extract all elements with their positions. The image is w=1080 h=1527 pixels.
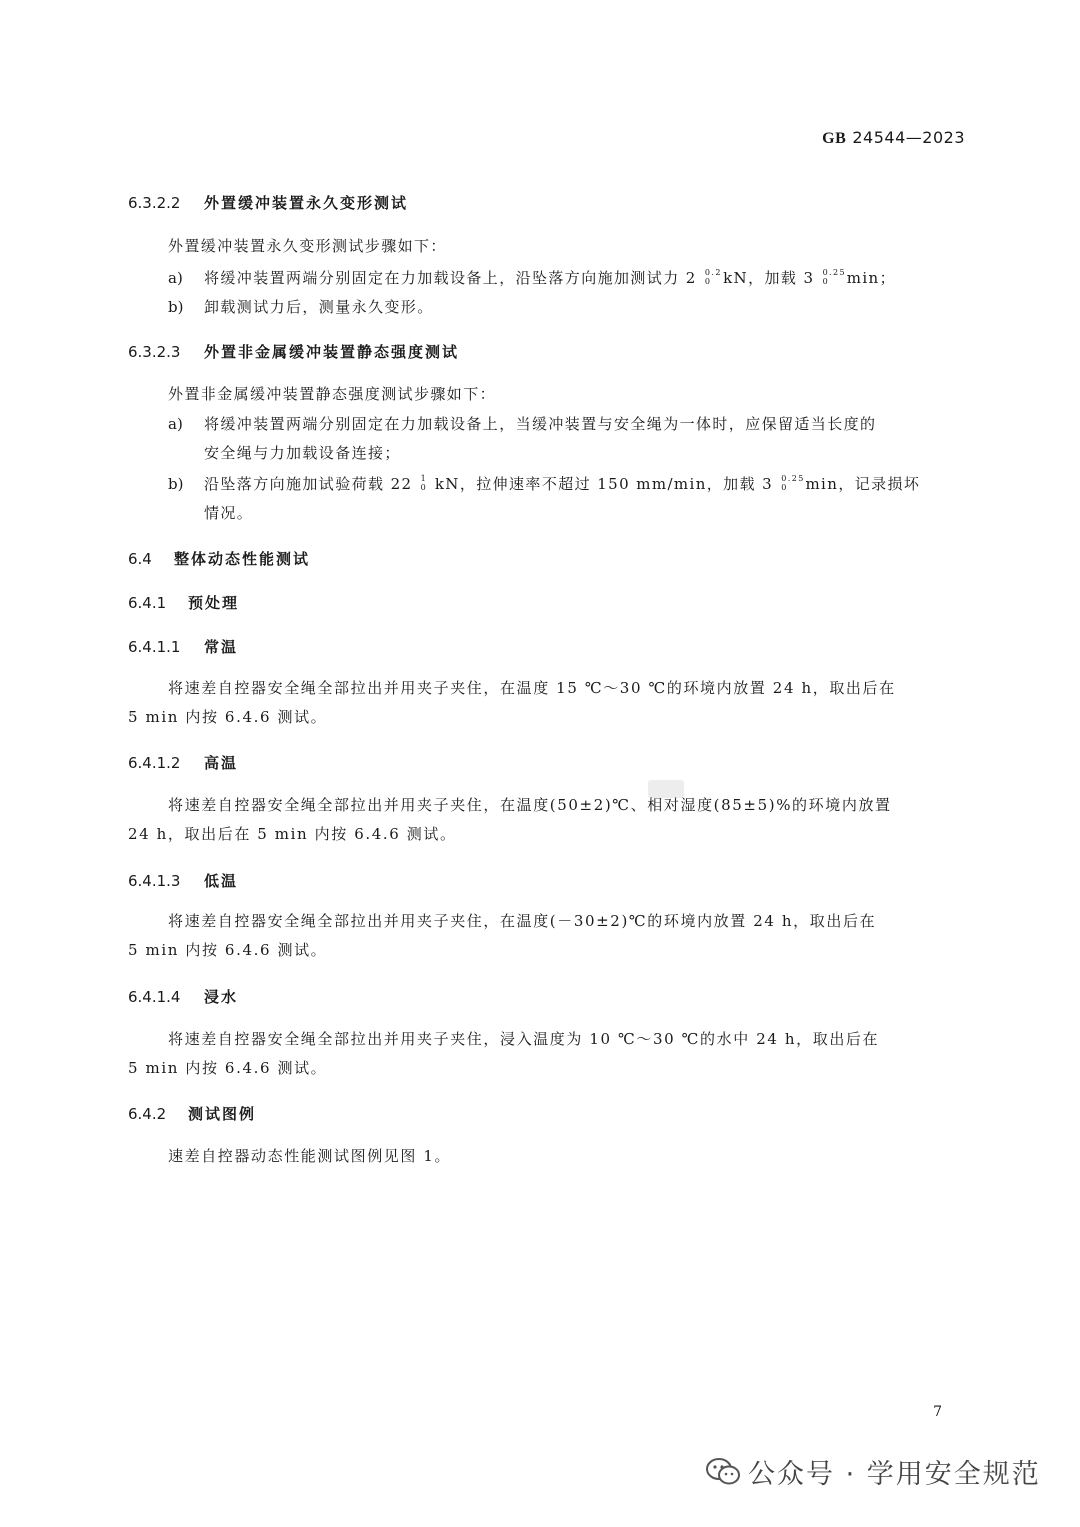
list-text: 情况。 bbox=[204, 504, 254, 522]
section-number: 6.4.2 bbox=[128, 1105, 167, 1123]
heading-6-4 bbox=[128, 548, 310, 569]
paragraph bbox=[128, 907, 966, 965]
section-title: 测试图例 bbox=[188, 1105, 257, 1123]
list-label: b) bbox=[168, 298, 184, 316]
paragraph bbox=[128, 674, 966, 732]
section-title: 整体动态性能测试 bbox=[174, 550, 311, 568]
standard-code: GB bbox=[822, 130, 847, 147]
section-number: 6.4.1 bbox=[128, 594, 167, 612]
list-text: min，记录损坏 bbox=[805, 475, 921, 493]
list-text: 安全绳与力加载设备连接； bbox=[204, 444, 401, 462]
tolerance bbox=[779, 474, 805, 492]
list-item bbox=[204, 470, 966, 528]
tolerance bbox=[419, 474, 429, 492]
paragraph-line: 5 min 内按 6.4.6 测试。 bbox=[128, 708, 328, 726]
tolerance-upper: 0.2 bbox=[704, 268, 722, 277]
heading-6-4-1 bbox=[128, 592, 239, 613]
list-label: a) bbox=[168, 269, 183, 287]
section-number: 6.4.1.1 bbox=[128, 638, 181, 656]
paragraph-line: 将速差自控器安全绳全部拉出并用夹子夹住，在温度(50±2)℃、相对湿度(85±5)%的环境内放置 bbox=[168, 796, 892, 814]
paragraph bbox=[128, 1142, 966, 1171]
list-text: 将缓冲装置两端分别固定在力加载设备上，沿坠落方向施加测试力 2 bbox=[204, 269, 697, 287]
paragraph bbox=[128, 1025, 966, 1083]
heading-6-4-1-3 bbox=[128, 870, 238, 891]
list-item bbox=[204, 264, 966, 293]
list-text: kN，拉伸速率不超过 150 mm/min，加载 3 bbox=[434, 475, 774, 493]
tolerance bbox=[821, 268, 846, 286]
list-text: min； bbox=[846, 269, 897, 287]
section-title: 浸水 bbox=[204, 988, 239, 1006]
paragraph-line: 将速差自控器安全绳全部拉出并用夹子夹住，在温度(－30±2)℃的环境内放置 24 h，取出后在 bbox=[168, 912, 877, 930]
watermark bbox=[706, 1452, 1041, 1491]
paragraph-line: 将速差自控器安全绳全部拉出并用夹子夹住，浸入温度为 10 ℃～30 ℃的水中 24 h，取出后在 bbox=[168, 1030, 880, 1048]
paragraph-line: 5 min 内按 6.4.6 测试。 bbox=[128, 1059, 328, 1077]
section-number: 6.4 bbox=[128, 550, 152, 568]
paragraph bbox=[128, 791, 966, 849]
list-label: a) bbox=[168, 415, 183, 433]
paragraph-line: 将速差自控器安全绳全部拉出并用夹子夹住，在温度 15 ℃～30 ℃的环境内放置 24 h，取出后在 bbox=[168, 679, 896, 697]
heading-6-3-2-3 bbox=[128, 341, 459, 362]
section-title: 常温 bbox=[204, 638, 239, 656]
section-title: 高温 bbox=[204, 754, 239, 772]
section-title: 外置缓冲装置永久变形测试 bbox=[204, 194, 409, 212]
paragraph: 外置缓冲装置永久变形测试步骤如下： bbox=[168, 237, 447, 255]
list-item: 卸载测试力后，测量永久变形。 bbox=[204, 298, 434, 316]
page-number: 7 bbox=[933, 1404, 942, 1420]
standard-number: 24544—2023 bbox=[852, 128, 965, 147]
heading-6-3-2-2 bbox=[128, 192, 408, 213]
tolerance-upper: 0.25 bbox=[781, 474, 805, 483]
list-item bbox=[204, 410, 966, 468]
tolerance-lower: 0 bbox=[781, 483, 788, 492]
tolerance-upper: 1 bbox=[420, 474, 428, 483]
heading-6-4-2 bbox=[128, 1103, 256, 1124]
section-number: 6.4.1.4 bbox=[128, 988, 181, 1006]
heading-6-4-1-4 bbox=[128, 986, 238, 1007]
section-title: 低温 bbox=[204, 872, 239, 890]
watermark-text: 公众号 · 学用安全规范 bbox=[748, 1459, 1041, 1490]
paragraph-line: 24 h，取出后在 5 min 内按 6.4.6 测试。 bbox=[128, 825, 457, 843]
list-text: kN，加载 3 bbox=[723, 269, 815, 287]
heading-6-4-1-1 bbox=[128, 636, 238, 657]
list-label: b) bbox=[168, 475, 184, 493]
heading-6-4-1-2 bbox=[128, 752, 238, 773]
tolerance-upper: 0.25 bbox=[822, 268, 846, 277]
list-text: 沿坠落方向施加试验荷载 22 bbox=[204, 475, 413, 493]
paragraph-line: 速差自控器动态性能测试图例见图 1。 bbox=[168, 1147, 452, 1165]
paragraph-line: 5 min 内按 6.4.6 测试。 bbox=[128, 941, 328, 959]
paragraph: 外置非金属缓冲装置静态强度测试步骤如下： bbox=[168, 385, 497, 403]
list-text: 将缓冲装置两端分别固定在力加载设备上，当缓冲装置与安全绳为一体时，应保留适当长度的 bbox=[204, 415, 877, 433]
section-number: 6.3.2.3 bbox=[128, 343, 181, 361]
section-title: 预处理 bbox=[188, 594, 240, 612]
tolerance-lower: 0 bbox=[704, 277, 712, 286]
section-number: 6.3.2.2 bbox=[128, 194, 181, 212]
wechat-icon bbox=[706, 1458, 740, 1486]
standard-header bbox=[822, 128, 965, 148]
tolerance-lower: 0 bbox=[420, 483, 428, 492]
tolerance-lower: 0 bbox=[822, 277, 830, 286]
tolerance bbox=[703, 268, 722, 286]
section-number: 6.4.1.3 bbox=[128, 872, 181, 890]
section-title: 外置非金属缓冲装置静态强度测试 bbox=[204, 343, 460, 361]
section-number: 6.4.1.2 bbox=[128, 754, 181, 772]
